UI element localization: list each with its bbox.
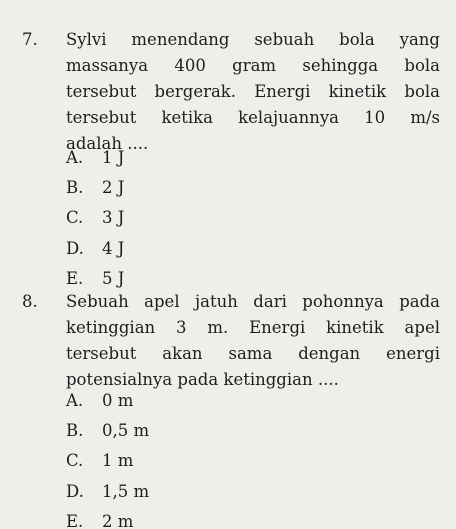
option-c[interactable] [66, 446, 149, 476]
option-letter: B. [66, 421, 84, 441]
question-line: adalah .... [66, 134, 149, 153]
option-letter: D. [66, 238, 84, 258]
option-a[interactable] [66, 386, 149, 416]
question-text [66, 289, 440, 393]
question-number: 7. [22, 30, 38, 49]
question-line: tersebut ketika kelajuannya 10 m/s [66, 108, 440, 127]
options-list-7 [66, 143, 124, 294]
option-letter: E. [66, 268, 84, 288]
option-letter: C. [66, 451, 84, 471]
option-b[interactable] [66, 173, 124, 203]
question-line: potensialnya pada ketinggian .... [66, 370, 339, 389]
question-line: tersebut akan sama dengan energi [66, 344, 440, 363]
option-letter: A. [66, 391, 84, 411]
question-line: Sebuah apel jatuh dari pohonnya pada [66, 292, 440, 311]
option-text: 1 J [102, 148, 125, 168]
option-b[interactable] [66, 416, 149, 446]
option-letter: A. [66, 148, 84, 168]
option-letter: B. [66, 178, 84, 198]
option-a[interactable] [66, 143, 124, 173]
option-text: 2 m [102, 511, 134, 529]
options-list-8 [66, 386, 149, 529]
option-letter: C. [66, 208, 84, 228]
option-d[interactable] [66, 234, 124, 264]
option-c[interactable] [66, 203, 124, 233]
question-text [66, 27, 440, 157]
option-letter: E. [66, 511, 84, 529]
question-line: Sylvi menendang sebuah bola yang [66, 30, 440, 49]
question-line: tersebut bergerak. Energi kinetik bola [66, 82, 440, 101]
option-d[interactable] [66, 477, 149, 507]
option-text: 3 J [102, 208, 125, 228]
option-text: 4 J [102, 238, 125, 258]
question-line: massanya 400 gram sehingga bola [66, 56, 440, 75]
option-text: 0 m [102, 391, 134, 411]
option-letter: D. [66, 481, 84, 501]
option-text: 2 J [102, 178, 125, 198]
option-text: 1 m [102, 451, 134, 471]
option-text: 0,5 m [102, 421, 150, 441]
option-text: 5 J [102, 268, 125, 288]
option-text: 1,5 m [102, 481, 150, 501]
question-number: 8. [22, 292, 38, 311]
question-line: ketinggian 3 m. Energi kinetik apel [66, 318, 440, 337]
option-e[interactable] [66, 507, 149, 529]
